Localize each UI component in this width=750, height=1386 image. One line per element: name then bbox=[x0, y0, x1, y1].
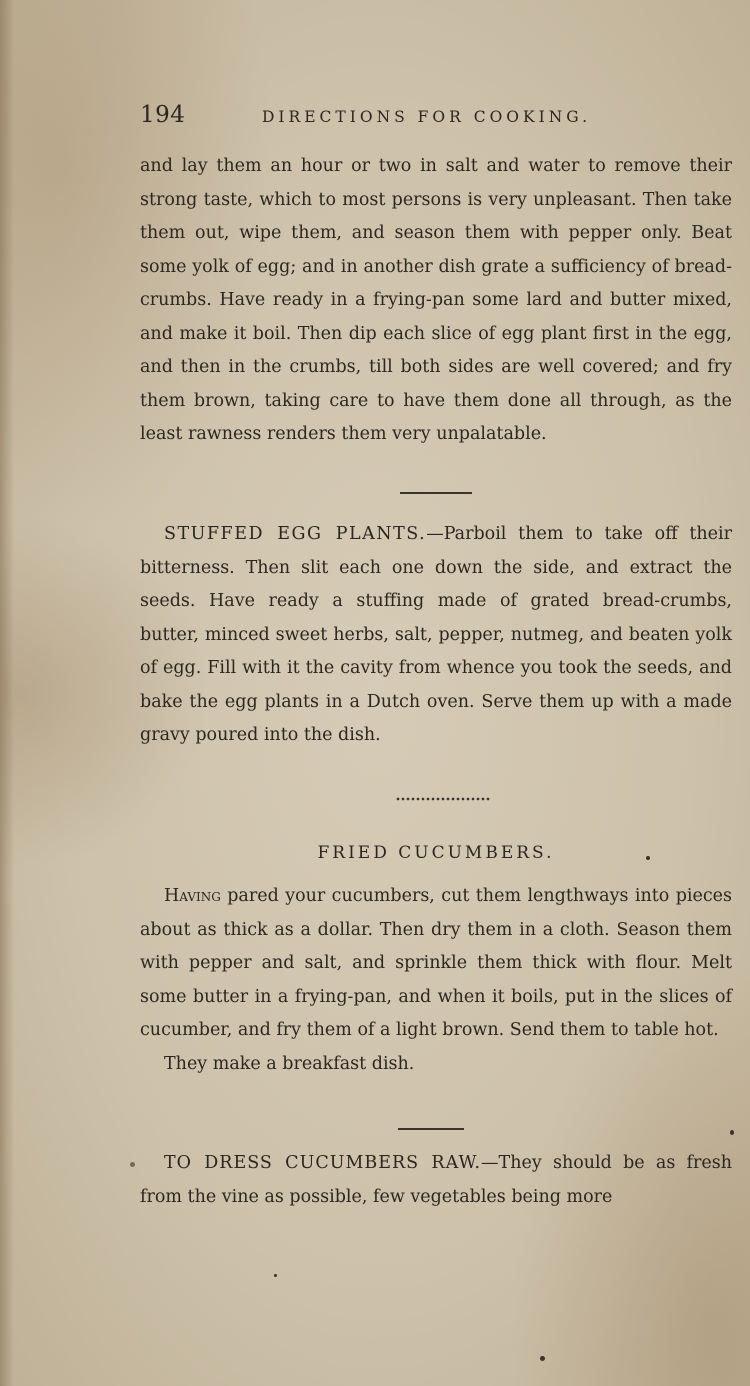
page-header bbox=[140, 102, 620, 134]
section-divider-2 bbox=[398, 1128, 464, 1130]
ink-speck bbox=[130, 1162, 135, 1167]
ink-speck bbox=[646, 856, 650, 860]
ink-speck bbox=[274, 1274, 277, 1277]
fried-cucumbers-heading: FRIED CUCUMBERS. bbox=[317, 843, 555, 863]
dress-cucumbers-raw-title: TO DRESS CUCUMBERS RAW. bbox=[164, 1153, 482, 1173]
egg-plant-continuation bbox=[140, 150, 732, 452]
stuffed-egg-plants-section bbox=[140, 518, 732, 753]
dress-cucumbers-raw-text: —They should be as fresh from the vine as possible, few vegetables being more bbox=[140, 1153, 733, 1207]
stuffed-egg-plants-text: —Parboil them to take off their bitterness. Then slit each one down the side, and extract the seeds. Have ready a stuffing made of grated bread-crumbs, butter, minced sweet herbs, salt, pepper, nutmeg, and beaten yolk of egg. Fill with it the cavity from whence you took the seeds, and bake the egg plants in a Dutch oven. Serve them up with a made gravy poured into the dish. bbox=[140, 524, 732, 745]
dress-cucumbers-raw-section bbox=[140, 1147, 732, 1214]
fried-cucumbers-paragraph bbox=[140, 880, 732, 1048]
running-head: DIRECTIONS FOR COOKING. bbox=[262, 108, 592, 126]
ink-speck bbox=[540, 1356, 545, 1361]
fried-cucumbers-lead-word: Having bbox=[164, 886, 221, 906]
fried-cucumbers-text: pared your cucumbers, cut them lengthways into pieces about as thick as a dollar. Then dry them in a cloth. Season them with pepper and salt, and sprinkle them thick with flour. Melt some butter in a frying-pan, and when it boils, put in the slices of cucumber, and fry them of a light brown. Send them to table hot. bbox=[140, 886, 732, 1040]
fried-cucumbers-note: They make a breakfast dish. bbox=[164, 1053, 415, 1074]
section-divider bbox=[400, 492, 472, 494]
ink-speck bbox=[730, 1130, 734, 1135]
page-number: 194 bbox=[140, 102, 186, 128]
paragraph-continued: and lay them an hour or two in salt and water to remove their strong taste, which to most persons is very unpleasant. Then take them out, wipe them, and season them with pepper only. Beat some yolk of egg; and in another dish grate a sufficiency of bread-crumbs. Have ready in a frying-pan some lard and butter mixed, and make it boil. Then dip each slice of egg plant first in the egg, and then in the crumbs, till both sides are well covered; and fry them brown, taking care to have them done all through, as the least rawness renders them very unpalatable. bbox=[140, 156, 732, 444]
dress-cucumbers-raw-paragraph bbox=[140, 1147, 732, 1214]
stuffed-egg-plants-paragraph bbox=[140, 518, 732, 753]
ornamental-divider bbox=[395, 796, 490, 802]
stuffed-egg-plants-title: STUFFED EGG PLANTS. bbox=[164, 524, 427, 544]
fried-cucumbers-section bbox=[140, 880, 732, 1081]
